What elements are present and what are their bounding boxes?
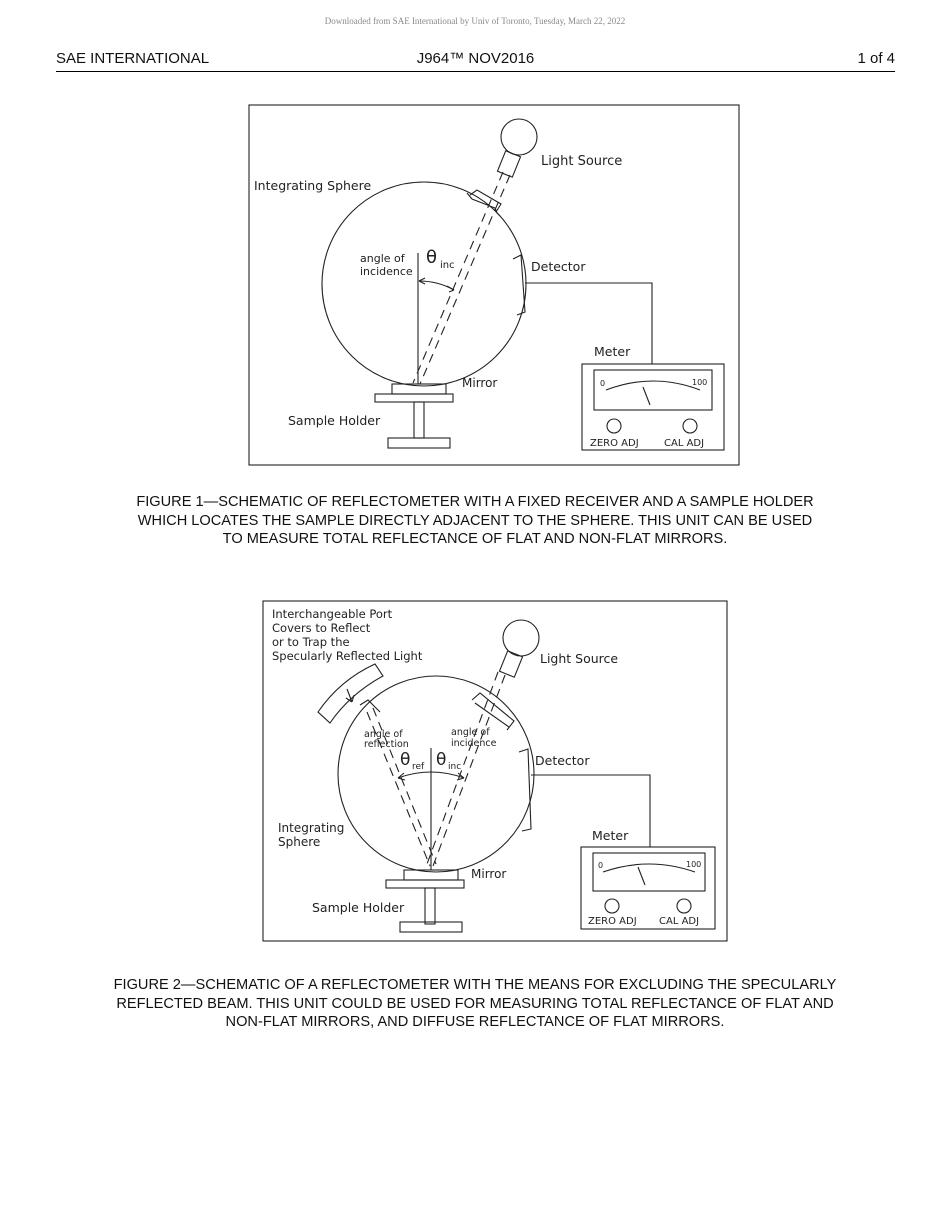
meter-scale-min-2: 0 [598,861,604,870]
figure-2-caption-line: REFLECTED BEAM. THIS UNIT COULD BE USED FOR MEASURING TOTAL REFLECTANCE OF FLAT AND [116,995,834,1012]
incidence-label-1: incidence [360,265,413,278]
entrance-port-2 [472,693,514,730]
detector-wire-2 [531,775,650,847]
theta-symbol-1: θ [426,247,438,268]
sample-holder-label-1: Sample Holder [288,413,381,428]
light-source-label-2: Light Source [540,651,619,666]
meter-window-1 [594,370,712,410]
figure-1-diagram [0,0,950,480]
meter-scale-2 [603,864,695,872]
zero-adj-knob-2 [605,899,619,913]
meter-scale-min-1: 0 [600,379,606,388]
figure-2-diagram [0,590,950,950]
detector-label-1: Detector [531,259,586,274]
angle-of-reflection-label-2: angle of [364,729,403,740]
detector-label-2: Detector [535,753,590,768]
figure-1-caption [60,493,890,549]
cal-adj-label-2: CAL ADJ [659,916,700,927]
reflection-port-2 [360,700,380,712]
angle-of-incidence-label-2: angle of [451,727,490,738]
cal-adj-label-1: CAL ADJ [664,438,705,449]
inc-subscript-2: inc [448,762,462,772]
port-covers-label-line-2: Specularly Reflected Light [272,649,423,663]
header-document-id: J964™ NOV2016 [416,50,535,67]
mirror-label-2: Mirror [471,867,507,881]
integrating-sphere-2 [338,676,534,872]
meter-window-2 [593,853,705,891]
meter-scale-max-2: 100 [686,860,702,869]
figure-1-caption-line: FIGURE 1—SCHEMATIC OF REFLECTOMETER WITH A FIXED RECEIVER AND A SAMPLE HOLDER [136,494,814,510]
zero-adj-label-2: ZERO ADJ [588,916,637,927]
sphere-label-2: Sphere [278,835,321,849]
ref-subscript-2: ref [412,762,425,772]
figure-2-caption-line: FIGURE 2—SCHEMATIC OF A REFLECTOMETER WITH THE MEANS FOR EXCLUDING THE SPECULARLY [113,977,837,993]
light-source-neck-2 [499,651,522,677]
sample-holder-post-1 [414,402,424,438]
detector-port-2 [519,749,531,831]
sample-holder-label-2: Sample Holder [312,900,405,915]
figure-2-caption-line: NON-FLAT MIRRORS, AND DIFFUSE REFLECTANCE OF FLAT MIRRORS. [225,1014,725,1030]
cal-adj-knob-1 [683,419,697,433]
incidence-arrowheads-1 [419,278,454,292]
header-page-number: 1 of 4 [857,50,895,67]
mirror-label-1: Mirror [462,376,498,390]
port-cover-arrow-2 [346,689,354,702]
header-organization: SAE INTERNATIONAL [56,50,210,67]
sample-holder-post-2 [425,888,435,924]
meter-label-2: Meter [592,828,629,843]
detector-wire-1 [525,283,652,364]
figure-2-caption [60,976,890,1032]
theta-ref-symbol-2: θ [400,750,411,770]
port-covers-label-line-2: Covers to Reflect [272,621,371,635]
figure-1-caption-line: WHICH LOCATES THE SAMPLE DIRECTLY ADJACENT TO THE SPHERE. THIS UNIT CAN BE USED [137,512,813,529]
port-covers-label-line-2: Interchangeable Port [272,607,393,621]
meter-scale-1 [606,381,700,390]
theta-inc-symbol-2: θ [436,750,447,770]
port-cover-2 [318,664,383,723]
light-source-bulb-1 [501,119,537,155]
meter-label-1: Meter [594,344,631,359]
port-covers-label-line-2: or to Trap the [272,635,350,649]
meter-needle-2 [638,867,645,885]
cal-adj-knob-2 [677,899,691,913]
download-watermark: Downloaded from SAE International by Univ of Toronto, Tuesday, March 22, 2022 [324,16,626,26]
reflection-label-2: reflection [364,739,409,750]
sample-holder-plate-1 [375,394,453,402]
light-source-label-1: Light Source [541,154,623,169]
sample-holder-plate-2 [386,880,464,888]
integrating-label-2: Integrating [278,821,345,835]
incident-beam-1 [413,172,510,384]
inc-subscript-1: inc [440,260,455,271]
incidence-arc-1 [419,281,454,290]
zero-adj-label-1: ZERO ADJ [590,438,639,449]
sample-holder-base-1 [388,438,450,448]
angle-of-label-1: angle of [360,252,405,265]
figure-1-caption-line: TO MEASURE TOTAL REFLECTANCE OF FLAT AND NON-FLAT MIRRORS. [222,531,728,547]
meter-scale-max-1: 100 [692,378,708,387]
incidence-label-2: incidence [451,738,497,749]
integrating-sphere-label-1: Integrating Sphere [254,178,372,193]
zero-adj-knob-1 [607,419,621,433]
meter-needle-1 [643,387,650,405]
